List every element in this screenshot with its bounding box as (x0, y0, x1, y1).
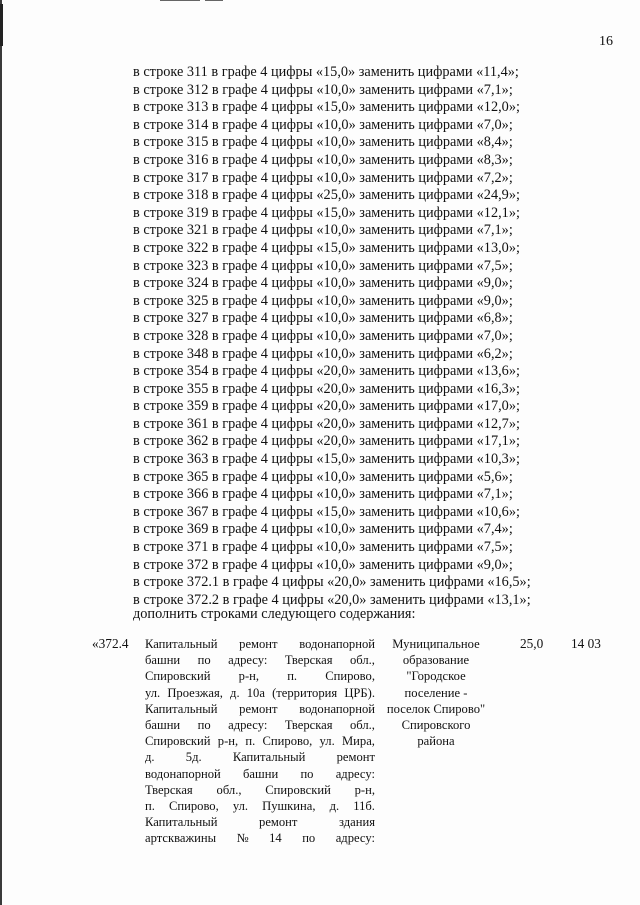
description-line: артскважины № 14 по адресу: (145, 831, 375, 846)
amendment-line: в строке 324 в графе 4 цифры «10,0» заменить цифрами «9,0»; (133, 275, 513, 292)
amendment-line: в строке 314 в графе 4 цифры «10,0» заменить цифрами «7,0»; (133, 116, 513, 133)
amendment-line: в строке 372.1 в графе 4 цифры «20,0» заменить цифрами «16,5»; (133, 574, 531, 591)
organization-line: "Городское (406, 669, 466, 684)
amendment-line: в строке 313 в графе 4 цифры «15,0» заменить цифрами «12,0»; (133, 99, 520, 116)
amendment-line: в строке 355 в графе 4 цифры «20,0» заменить цифрами «16,3»; (133, 380, 520, 397)
amendment-line: в строке 354 в графе 4 цифры «20,0» заменить цифрами «13,6»; (133, 363, 520, 380)
description-line: ул. Проезжая, д. 10а (территория ЦРБ). (145, 685, 375, 700)
scan-artifact (205, 0, 223, 1)
organization-line: поселение - (404, 685, 468, 700)
description-line: башни по адресу: Тверская обл., (145, 718, 375, 733)
amendment-line: в строке 322 в графе 4 цифры «15,0» заменить цифрами «13,0»; (133, 239, 520, 256)
amendment-line: в строке 311 в графе 4 цифры «15,0» заменить цифрами «11,4»; (133, 64, 519, 80)
amendment-line: в строке 359 в графе 4 цифры «20,0» заменить цифрами «17,0»; (133, 398, 520, 415)
organization-line: поселок Спирово" (386, 701, 486, 716)
amendment-line: в строке 361 в графе 4 цифры «20,0» заменить цифрами «12,7»; (133, 415, 520, 432)
amendment-line: в строке 312 в графе 4 цифры «10,0» заменить цифрами «7,1»; (133, 81, 513, 98)
amendment-line: в строке 315 в графе 4 цифры «10,0» заменить цифрами «8,4»; (133, 134, 513, 151)
description-line: Капитальный ремонт водонапорной (145, 637, 375, 651)
amendment-line: в строке 325 в графе 4 цифры «10,0» заменить цифрами «9,0»; (133, 292, 513, 309)
table-row (0, 636, 640, 905)
row-amount: 25,0 (520, 636, 544, 651)
amendment-line: в строке 371 в графе 4 цифры «10,0» заменить цифрами «7,5»; (133, 539, 513, 556)
amendment-line: в строке 319 в графе 4 цифры «15,0» заменить цифрами «12,1»; (133, 204, 520, 221)
row-number: «372.4 (92, 636, 129, 651)
organization-line: Муниципальное (392, 637, 480, 651)
organization-line: образование (402, 653, 470, 668)
intro-text: дополнить строками следующего содержания: (133, 606, 416, 622)
amendment-list (133, 64, 531, 609)
amendment-line: в строке 317 в графе 4 цифры «10,0» заменить цифрами «7,2»; (133, 169, 513, 186)
row-code: 14 03 (571, 636, 601, 651)
organization-line: Спировского (401, 718, 471, 733)
amendment-line: в строке 323 в графе 4 цифры «10,0» заменить цифрами «7,5»; (133, 257, 513, 274)
amendment-line: в строке 318 в графе 4 цифры «25,0» заменить цифрами «24,9»; (133, 187, 520, 204)
amendment-line: в строке 363 в графе 4 цифры «15,0» заменить цифрами «10,3»; (133, 451, 520, 468)
description-line: Спировский р-н, п. Спирово, (145, 669, 375, 684)
amendment-line: в строке 328 в графе 4 цифры «10,0» заменить цифрами «7,0»; (133, 327, 513, 344)
description-line: Спировский р-н, п. Спирово, ул. Мира, (145, 734, 375, 749)
description-line: Капитальный ремонт здания (145, 815, 375, 830)
row-description (145, 636, 375, 847)
amendment-line: в строке 348 в графе 4 цифры «10,0» заменить цифрами «6,2»; (133, 345, 513, 362)
amendment-line: в строке 367 в графе 4 цифры «15,0» заменить цифрами «10,6»; (133, 503, 520, 520)
row-organization (385, 636, 487, 749)
amendment-line: в строке 369 в графе 4 цифры «10,0» заменить цифрами «7,4»; (133, 521, 513, 538)
amendment-line: в строке 372.2 в графе 4 цифры «20,0» заменить цифрами «13,1»; (133, 591, 531, 608)
amendment-line: в строке 316 в графе 4 цифры «10,0» заменить цифрами «8,3»; (133, 151, 513, 168)
description-line: п. Спирово, ул. Пушкина, д. 11б. (145, 799, 375, 814)
page-number: 16 (599, 34, 613, 49)
scan-artifact (160, 0, 200, 1)
description-line: водонапорной башни по адресу: (145, 766, 375, 781)
amendment-line: в строке 365 в графе 4 цифры «10,0» заменить цифрами «5,6»; (133, 468, 513, 485)
description-line: Тверская обл., Спировский р-н, (145, 782, 375, 797)
amendment-line: в строке 321 в графе 4 цифры «10,0» заменить цифрами «7,1»; (133, 222, 513, 239)
organization-line: района (417, 734, 455, 749)
amendment-line: в строке 362 в графе 4 цифры «20,0» заменить цифрами «17,1»; (133, 433, 520, 450)
amendment-line: в строке 372 в графе 4 цифры «10,0» заменить цифрами «9,0»; (133, 556, 513, 573)
description-line: Капитальный ремонт водонапорной (145, 701, 375, 716)
description-line: башни по адресу: Тверская обл., (145, 653, 375, 668)
scan-mark (0, 4, 3, 46)
description-line: д. 5д. Капитальный ремонт (145, 750, 375, 765)
amendment-line: в строке 366 в графе 4 цифры «10,0» заменить цифрами «7,1»; (133, 486, 513, 503)
amendment-line: в строке 327 в графе 4 цифры «10,0» заменить цифрами «6,8»; (133, 310, 513, 327)
